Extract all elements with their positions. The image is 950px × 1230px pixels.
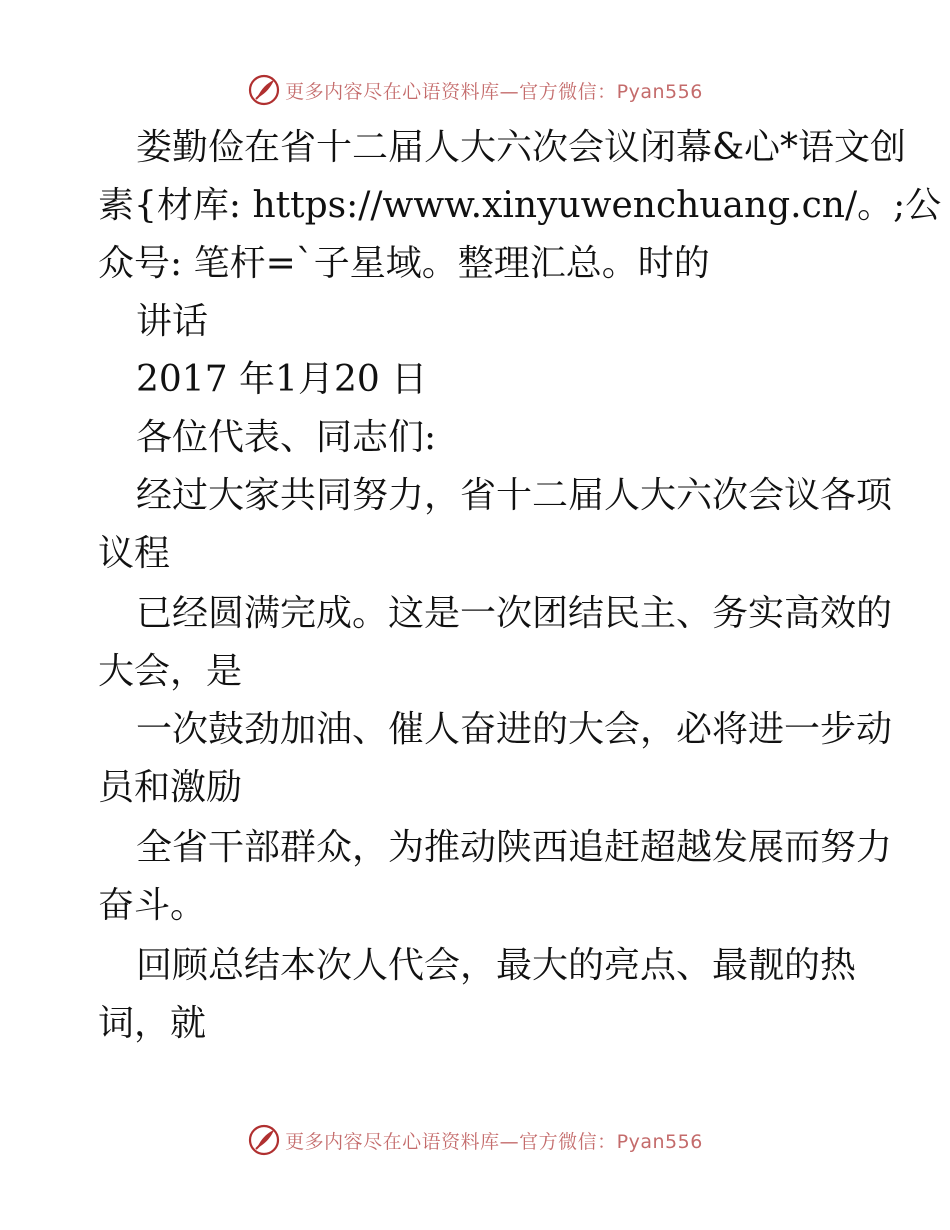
text-line: 词，就 — [98, 1003, 207, 1044]
text-line: 娄勤俭在省十二届人大六次会议闭幕&心*语文创 — [136, 127, 907, 168]
text-line: 一次鼓劲加油、催人奋进的大会，必将进一步动 — [136, 709, 893, 750]
text-line: 众号: 笔杆=`子星域。整理汇总。时的 — [98, 243, 710, 284]
feather-pen-logo-icon — [247, 73, 281, 107]
text-line: 议程 — [98, 533, 171, 574]
text-line: 员和激励 — [98, 767, 243, 808]
feather-pen-logo-icon — [247, 1123, 281, 1157]
header-banner-text: 更多内容尽在心语资料库—官方微信：Pyan556 — [285, 80, 703, 103]
text-line: 素{材库: https://www.xinyuwenchuang.cn/。;公 — [98, 185, 942, 226]
text-line: 已经圆满完成。这是一次团结民主、务实高效的 — [136, 593, 893, 634]
text-line: 大会，是 — [98, 651, 243, 692]
text-line: 全省干部群众，为推动陕西追赶超越发展而努力 — [136, 827, 893, 868]
text-line: 奋斗。 — [98, 885, 207, 926]
text-line: 讲话 — [136, 301, 209, 342]
footer-banner-text: 更多内容尽在心语资料库—官方微信：Pyan556 — [285, 1130, 703, 1153]
header-banner — [0, 70, 950, 110]
text-line: 2017 年1月20 日 — [136, 359, 428, 400]
text-line: 各位代表、同志们: — [136, 417, 437, 458]
text-line: 经过大家共同努力，省十二届人大六次会议各项 — [136, 475, 893, 516]
footer-banner — [0, 1120, 950, 1160]
text-line: 回顾总结本次人代会，最大的亮点、最靓的热 — [136, 945, 857, 986]
